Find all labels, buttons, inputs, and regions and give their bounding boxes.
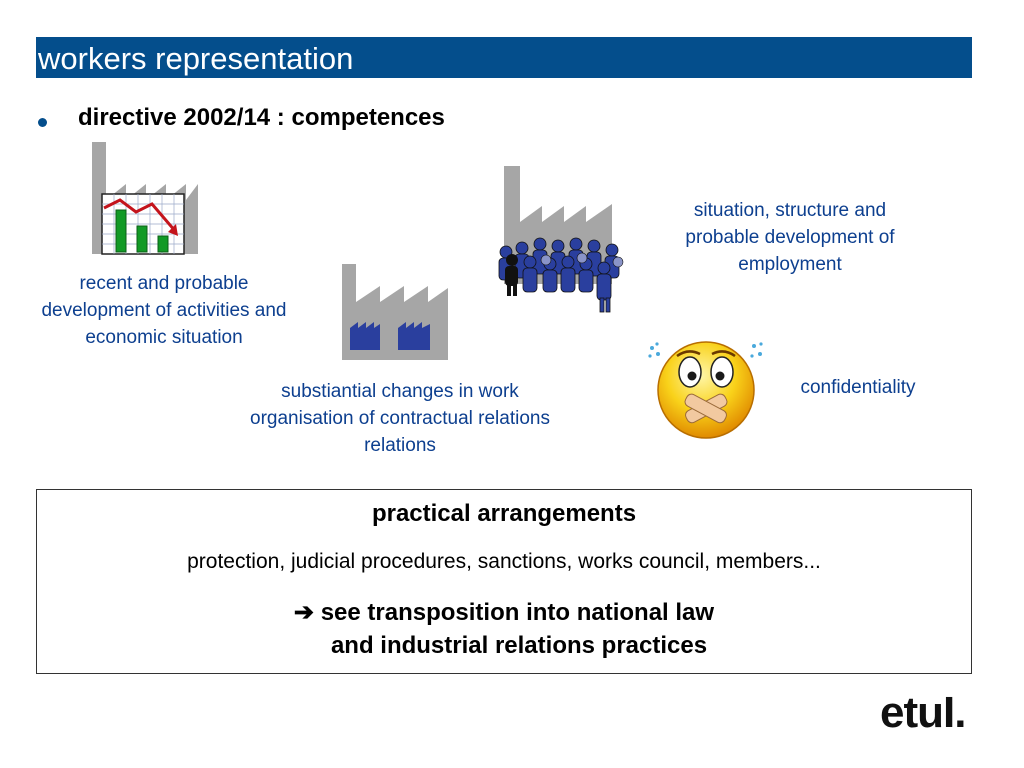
title-bar	[36, 37, 972, 78]
bullet-icon	[38, 118, 47, 127]
caption-confidentiality: confidentiality	[800, 377, 916, 398]
box-conclusion-1: see transposition into national law	[320, 599, 715, 626]
slide-title: workers representation	[38, 41, 354, 76]
arrow-right-icon: ➔	[293, 599, 315, 626]
box-conclusion-line-1	[37, 598, 971, 627]
box-title: practical arrangements	[371, 500, 637, 527]
factory-chart-icon	[90, 140, 202, 258]
factory-crowd-icon	[494, 164, 630, 316]
slide-subtitle: directive 2002/14 : competences	[78, 104, 445, 131]
caption-work-organisation: substiantial changes in work organisation of contractual relations relations	[250, 381, 550, 456]
practical-arrangements-box	[36, 489, 972, 674]
etui-logo: etuI.	[880, 688, 966, 737]
box-line: protection, judicial procedures, sanctions, works council, members...	[187, 550, 821, 573]
caption-economic: recent and probable development of activities and economic situation	[41, 273, 287, 348]
caption-employment: situation, structure and probable development of employment	[685, 200, 895, 275]
factory-icon	[340, 262, 452, 362]
silenced-smiley-icon	[644, 334, 768, 446]
box-conclusion-2: and industrial relations practices	[330, 632, 708, 659]
